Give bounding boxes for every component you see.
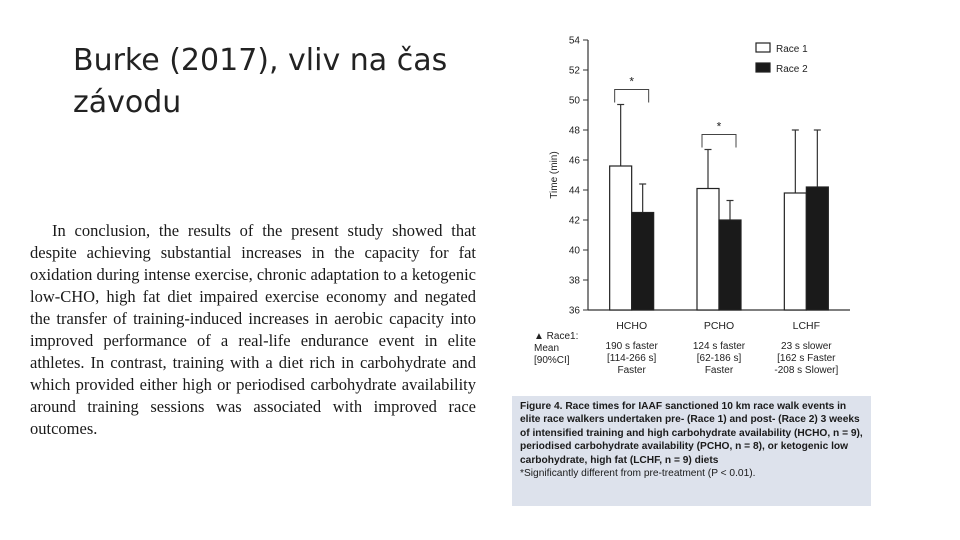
y-tick-label: 38 — [568, 275, 580, 287]
x-tick-label: HCHO — [616, 320, 648, 332]
caption-note: *Significantly different from pre-treatment (P < 0.01). — [520, 468, 756, 480]
y-tick-label: 54 — [568, 35, 580, 47]
legend-label: Race 1 — [776, 44, 808, 55]
y-tick-label: 52 — [568, 65, 580, 77]
caption-text: Race times for IAAF sanctioned 10 km race walk events in elite race walkers undertaken pre- (Race 1) and post- (Race 2) 3 weeks of intensified training and high carbohydrate availability (HCHO, n = 9), periodised carbohydrate availability (PCHO, n = 8), or ketogenic low carbohydrate, high fat (LCHF, n = 9) diets — [520, 401, 863, 466]
bar-pcho-2 — [719, 220, 741, 310]
y-tick-label: 40 — [568, 245, 580, 257]
figure-caption — [512, 396, 871, 506]
y-tick-label: 48 — [568, 125, 580, 137]
y-tick-label: 50 — [568, 95, 580, 107]
caption-label: Figure 4. — [520, 401, 563, 412]
quote-text: In conclusion, the results of the present study showed that despite achieving substantial increases in the capacity for fat oxidation during intense exercise, chronic adaptation to a ketogenic low-CHO, high fat diet impaired exercise economy and negated the transfer of training-induced increases in aerobic capacity into improved performance of a real-life endurance event in elite athletes. In contrast, training with a diet rich in carbohydrate and which provided either high or periodised carbohydrate availability around training sessions was associated with improved race outcomes. — [30, 221, 476, 438]
bar-lchf-1 — [784, 193, 806, 310]
race-delta-text: [162 s Faster — [777, 353, 836, 364]
race-delta-text: -208 s Slower] — [774, 365, 839, 376]
x-tick-label: PCHO — [703, 320, 735, 332]
bar-hcho-1 — [610, 166, 632, 310]
slide-title: Burke (2017), vliv na čas závodu — [73, 43, 448, 120]
significance-star: * — [629, 74, 635, 89]
delta-header: ▲ Race1: — [534, 331, 579, 342]
race-delta-text: 124 s faster — [692, 341, 746, 352]
significance-bracket — [615, 90, 649, 103]
bar-pcho-1 — [697, 189, 719, 311]
bar-hcho-2 — [632, 213, 654, 311]
legend-label: Race 2 — [776, 64, 808, 75]
y-tick-label: 44 — [568, 185, 580, 197]
race-delta-text: [114-266 s] — [607, 353, 657, 364]
legend-swatch — [756, 63, 770, 72]
figure-panel — [510, 30, 875, 510]
bar-chart — [510, 30, 875, 390]
race-delta-text: Faster — [617, 365, 646, 376]
y-tick-label: 46 — [568, 155, 580, 167]
delta-header: [90%CI] — [534, 355, 570, 366]
bar-lchf-2 — [806, 187, 828, 310]
race-delta-text: 190 s faster — [605, 341, 658, 352]
legend-swatch — [756, 43, 770, 52]
race-delta-text: [62-186 s] — [696, 353, 742, 364]
y-tick-label: 42 — [568, 215, 580, 227]
significance-bracket — [702, 135, 736, 148]
y-axis-title: Time (min) — [549, 151, 560, 199]
y-tick-label: 36 — [568, 305, 580, 317]
x-tick-label: LCHF — [792, 320, 821, 332]
race-delta-text: 23 s slower — [781, 341, 832, 352]
quoted-paragraph — [30, 220, 476, 440]
significance-star: * — [716, 119, 722, 134]
delta-header: Mean — [534, 343, 560, 354]
race-delta-text: Faster — [704, 365, 734, 376]
